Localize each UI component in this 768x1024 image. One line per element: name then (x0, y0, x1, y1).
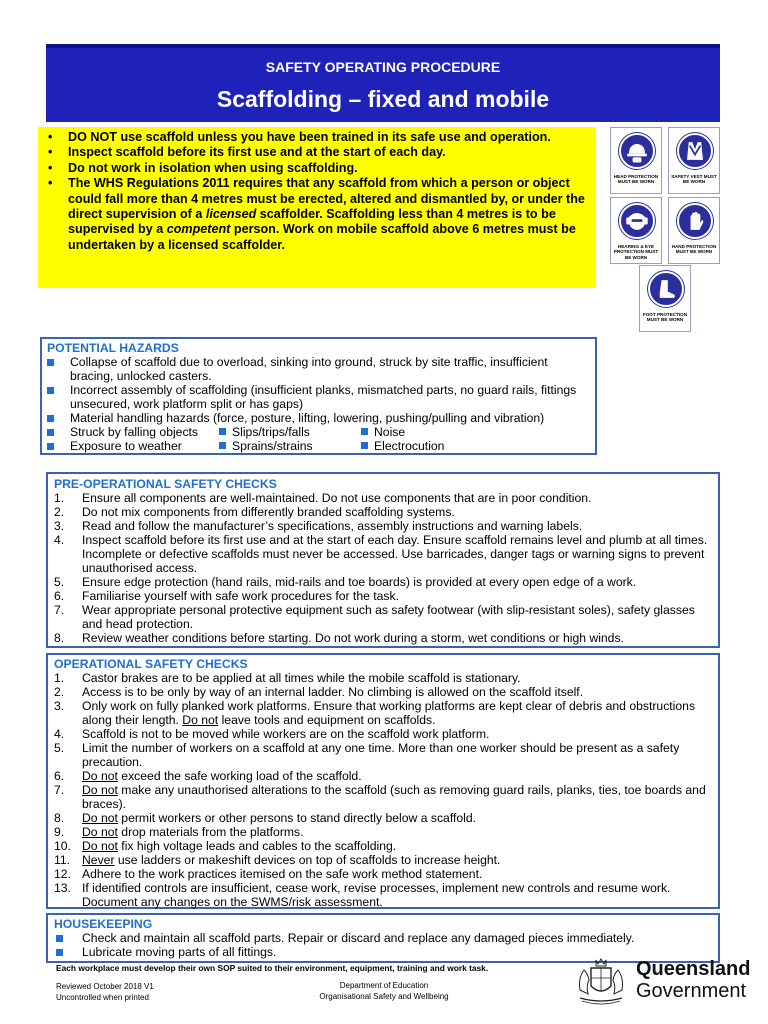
operational-checks-section (46, 653, 720, 909)
bullet-square-icon (47, 387, 54, 394)
warning-item: • Do not work in isolation when using scaffolding. (48, 161, 590, 176)
housekeeping-item: Check and maintain all scaffold parts. Repair or discard and replace any damaged pieces immediately. (54, 931, 712, 945)
bullet-square-icon (219, 442, 226, 449)
section-title: OPERATIONAL SAFETY CHECKS (54, 657, 248, 671)
pre-check-item: 7. Wear appropriate personal protective equipment such as safety footwear (with slip-resistant soles), safety glasses and head protection. (54, 603, 695, 631)
op-check-item: 5. Limit the number of workers on a scaffold at any one time. More than one worker should be present as a safety precaution. (54, 741, 680, 769)
bullet-square-icon (219, 428, 226, 435)
footer-disclaimer: Each workplace must develop their own SOP suited to their environment, equipment, training and work task. (56, 963, 489, 973)
op-check-item: 10. Do not fix high voltage leads and cables to the scaffolding. (54, 839, 397, 853)
warning-panel (38, 127, 596, 288)
ear-eye-protection-icon (619, 203, 655, 239)
bullet-square-icon (47, 443, 54, 450)
bullet-square-icon (47, 415, 54, 422)
ppe-signs (610, 127, 720, 332)
hazard-item: Material handling hazards (force, posture, lifting, lowering, pushing/pulling and vibration) (47, 411, 589, 425)
potential-hazards-section (40, 337, 597, 455)
op-check-item: 2. Access is to be only by way of an internal ladder. No climbing is allowed on the scaffold itself. (54, 685, 584, 699)
op-check-item: 11. Never use ladders or makeshift devices on top of scaffolds to increase height. (54, 853, 501, 867)
safety-vest-icon (677, 133, 713, 169)
op-check-item: 6. Do not exceed the safe working load of the scaffold. (54, 769, 362, 783)
sign-head-protection: HEAD PROTECTION MUST BE WORN (610, 127, 662, 194)
boot-icon (648, 271, 684, 307)
hazard-item: Sprains/strains (232, 439, 313, 453)
op-check-item: 3. Only work on fully planked work platforms. Ensure that working platforms are kept clear of debris and obstructions along their length. Do not leave tools and equipment on scaffolds. (54, 699, 696, 727)
bullet-square-icon (47, 429, 54, 436)
pre-check-item: 1. Ensure all components are well-maintained. Do not use components that are in poor condition. (54, 491, 592, 505)
bullet-square-icon (47, 359, 54, 366)
hazard-grid-row (47, 425, 589, 439)
queensland-government-logo: Queensland Government (636, 958, 751, 1002)
pre-check-item: 4. Inspect scaffold before its first use and at the start of each day. Ensure scaffold remains level and plumb at all times. Incomplete or defective scaffolds must never be accessed. Use barricades, danger tags or warning signs to prevent unauthorised access. (54, 533, 708, 575)
pre-check-item: 3. Read and follow the manufacturer’s specifications, assembly instructions and warning labels. (54, 519, 583, 533)
hazard-item: Electrocution (374, 439, 445, 453)
sign-foot-protection: FOOT PROTECTION MUST BE WORN (639, 265, 691, 332)
op-checks-list (54, 671, 712, 909)
hazard-item: Incorrect assembly of scaffolding (insufficient planks, mismatched parts, no guard rails, fittings unsecured, work platform split or has gaps) (47, 383, 589, 411)
pre-check-item: 5. Ensure edge protection (hand rails, mid-rails and toe boards) is provided at every open edge of a work. (54, 575, 637, 589)
bullet-square-icon (361, 442, 368, 449)
queensland-crest-icon (572, 950, 630, 1008)
document-title: Scaffolding – fixed and mobile (216, 86, 550, 112)
sign-hearing-eye: HEARING & EYE PROTECTION MUST BE WORN (610, 197, 662, 264)
hazard-grid-row (47, 439, 589, 453)
hazard-item: Exposure to weather (70, 439, 182, 453)
bullet-square-icon (56, 949, 63, 956)
op-check-item: 7. Do not make any unauthorised alterations to the scaffold (such as removing guard rails, planks, ties, toe boards and braces). (54, 783, 706, 811)
pre-check-item: 2. Do not mix components from differently branded scaffolding systems. (54, 505, 455, 519)
op-check-item: 4. Scaffold is not to be moved while workers are on the scaffold work platform. (54, 727, 490, 741)
section-title: POTENTIAL HAZARDS (47, 341, 179, 355)
footer-department: Department of Education Organisational Safety and Wellbeing (319, 981, 449, 1001)
hazard-item: Noise (374, 425, 406, 439)
hazard-item: Struck by falling objects (70, 425, 199, 439)
hazard-item: Collapse of scaffold due to overload, sinking into ground, struck by site traffic, insufficient bracing, unlocked casters. (47, 355, 589, 383)
pre-check-item: 6. Familiarise yourself with safe work procedures for the task. (54, 589, 399, 603)
hard-hat-icon (619, 133, 655, 169)
sign-hand-protection: HAND PROTECTION MUST BE WORN (668, 197, 720, 264)
bullet-square-icon (56, 935, 63, 942)
warning-item: • DO NOT use scaffold unless you have been trained in its safe use and operation. (48, 130, 590, 145)
pre-checks-list (54, 491, 712, 645)
footer-revision: Reviewed October 2018 V1 Uncontrolled when printed (56, 982, 154, 1002)
op-check-item: 13. If identified controls are insufficient, cease work, revise processes, implement new controls and resume work. Document any changes on the SWMS/risk assessment. (54, 881, 671, 909)
sign-safety-vest: SAFETY VEST MUST BE WORN (668, 127, 720, 194)
document-header (46, 44, 720, 122)
bullet-square-icon (361, 428, 368, 435)
glove-icon (677, 203, 713, 239)
section-title: PRE-OPERATIONAL SAFETY CHECKS (54, 477, 277, 491)
section-title: HOUSEKEEPING (54, 917, 153, 931)
hazard-item: Slips/trips/falls (232, 425, 310, 439)
pre-operational-checks-section (46, 472, 720, 648)
op-check-item: 8. Do not permit workers or other persons to stand directly below a scaffold. (54, 811, 477, 825)
warning-item: • Inspect scaffold before its first use and at the start of each day. (48, 145, 590, 160)
housekeeping-item: Lubricate moving parts of all fittings. (54, 945, 712, 959)
document-subtitle: SAFETY OPERATING PROCEDURE (265, 59, 501, 75)
pre-check-item: 8. Review weather conditions before starting. Do not work during a storm, wet conditions or high winds. (54, 631, 624, 645)
warning-item: • The WHS Regulations 2011 requires that any scaffold from which a person or object could fall more than 4 metres must be erected, altered and dismantled by, or under the direct supervision of a licensed scaffolder. Scaffolding less than 4 metres is to be supervised by a competent person. Work on mobile scaffold above 6 metres must be undertaken by a licensed scaffolder. (48, 176, 590, 253)
op-check-item: 12. Adhere to the work practices itemised on the safe work method statement. (54, 867, 483, 881)
op-check-item: 9. Do not drop materials from the platforms. (54, 825, 304, 839)
op-check-item: 1. Castor brakes are to be applied at all times while the mobile scaffold is stationary. (54, 671, 521, 685)
